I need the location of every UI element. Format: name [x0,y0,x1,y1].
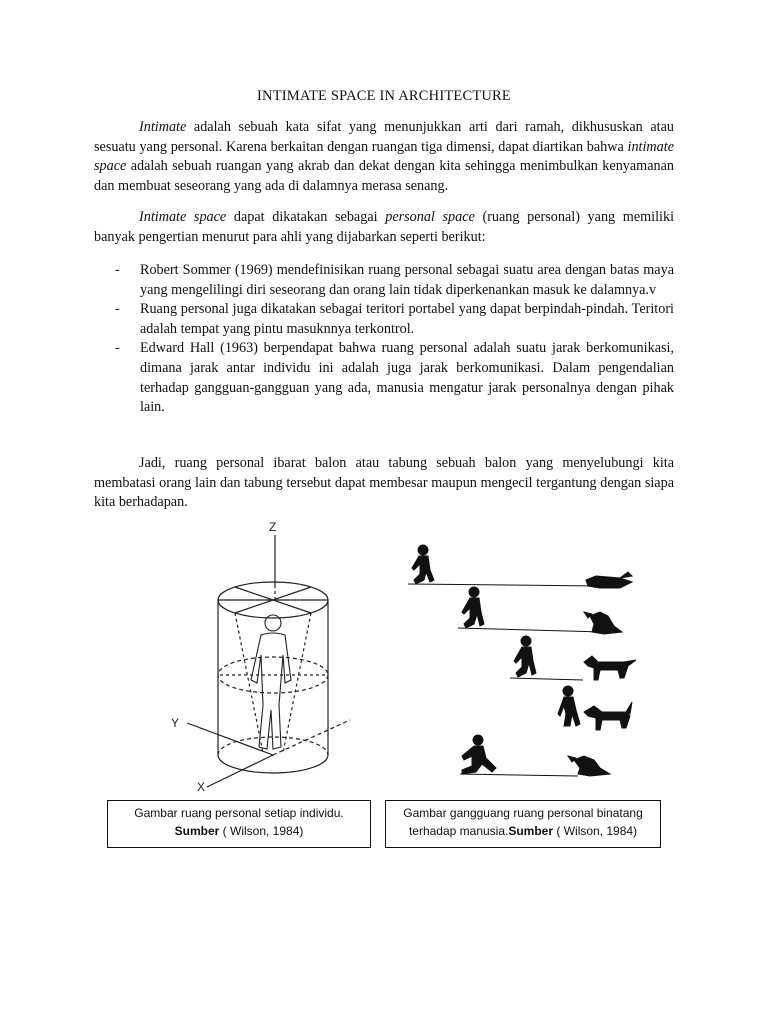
list-item-text: Edward Hall (1963) berpendapat bahwa ruang personal adalah suatu jarak berkomunikasi, dimana jarak antar individu ini adalah juga jarak berkomunikasi. Dalam pengendalian terhadap gangguan-gangguan yang ada, manusia mengatur jarak personalnya dengan pihak lain. [140,340,674,416]
emphasis-text: intimate space [94,138,674,175]
paragraph-text: adalah sebuah ruangan yang akrab dan dekat dengan kita sehingga menimbulkan kenyamanan dan membuat seseorang yang ada di dalamnya merasa senang. [94,158,674,194]
distance-line [408,584,600,586]
dog-growling-icon [584,702,632,730]
list-item-text: Robert Sommer (1969) mendefinisikan ruang personal sebagai suatu area dengan batas maya yang mengelilingi diri seseorang dan orang lain tidak diperkenankan masuk ke dalamnya.v [140,262,674,298]
human-figure [462,587,484,628]
x-axis-line [207,755,273,787]
paragraph-intimate [94,118,674,196]
human-running-figure [462,735,496,774]
dog-sitting-icon [584,612,622,634]
distance-line [458,628,603,632]
page-title: INTIMATE SPACE IN ARCHITECTURE [257,88,511,104]
human-figure [251,615,291,749]
dog-sitting-icon [568,756,610,776]
caption-text: Gambar ruang personal setiap individu. [134,806,344,820]
x-axis-label: X [197,780,206,794]
emphasis-text: Intimate [139,119,187,135]
distance-line [460,774,578,776]
source-label: Sumber [174,824,220,838]
figure-caption-left [107,800,371,848]
bullet-dash: - [115,340,120,357]
source-citation: ( Wilson, 1984) [219,824,304,838]
list-item [94,339,674,417]
figure-caption-right [385,800,661,848]
y-axis-label: Y [171,716,180,730]
list-item-text: Ruang personal juga dikatakan sebagai teritori portabel yang dapat berpindah-pindah. Teritori adalah tempat yang pintu masuknnya terkontrol. [140,301,674,337]
dog-standing-icon [584,656,636,680]
source-label: Sumber [508,824,554,838]
animal-disturbance-figure [388,528,678,790]
distance-line [510,678,583,680]
dog-lying-icon [586,572,632,588]
source-citation: ( Wilson, 1984) [553,824,638,838]
bullet-dash: - [115,301,120,318]
bullet-dash: - [115,262,120,278]
list-item [94,300,674,339]
caption-text: Gambar gangguang ruang personal binatang terhadap manusia. [403,806,643,838]
paragraph-conclusion: Jadi, ruang personal ibarat balon atau tabung sebuah balon yang menyelubungi kita membatasi orang lain dan tabung tersebut dapat membesar maupun mengecil tergantung dengan siapa kita berhadapan. [94,455,674,511]
paragraph-text: dapat dikatakan sebagai [226,209,386,225]
personal-space-cylinder-figure [145,515,370,795]
emphasis-text: personal space [385,209,475,225]
emphasis-text: Intimate space [139,209,227,225]
z-axis-label: Z [269,520,277,534]
human-figure [558,686,580,726]
paragraph-text: (ruang personal) yang memiliki banyak pengertian menurut para ahli yang dijabarkan seperti berikut: [94,209,675,245]
list-item [94,261,674,300]
paragraph-personal-space [94,208,674,247]
human-figure [514,636,536,677]
paragraph-text: adalah sebuah kata sifat yang menunjukkan arti dari ramah, dikhususkan atau sesuatu yang personal. Karena berkaitan dengan ruangan tiga dimensi, dapat diartikan bahwa [94,119,674,155]
caption-source [112,822,366,840]
human-figure [412,545,434,584]
definition-list [94,261,674,418]
